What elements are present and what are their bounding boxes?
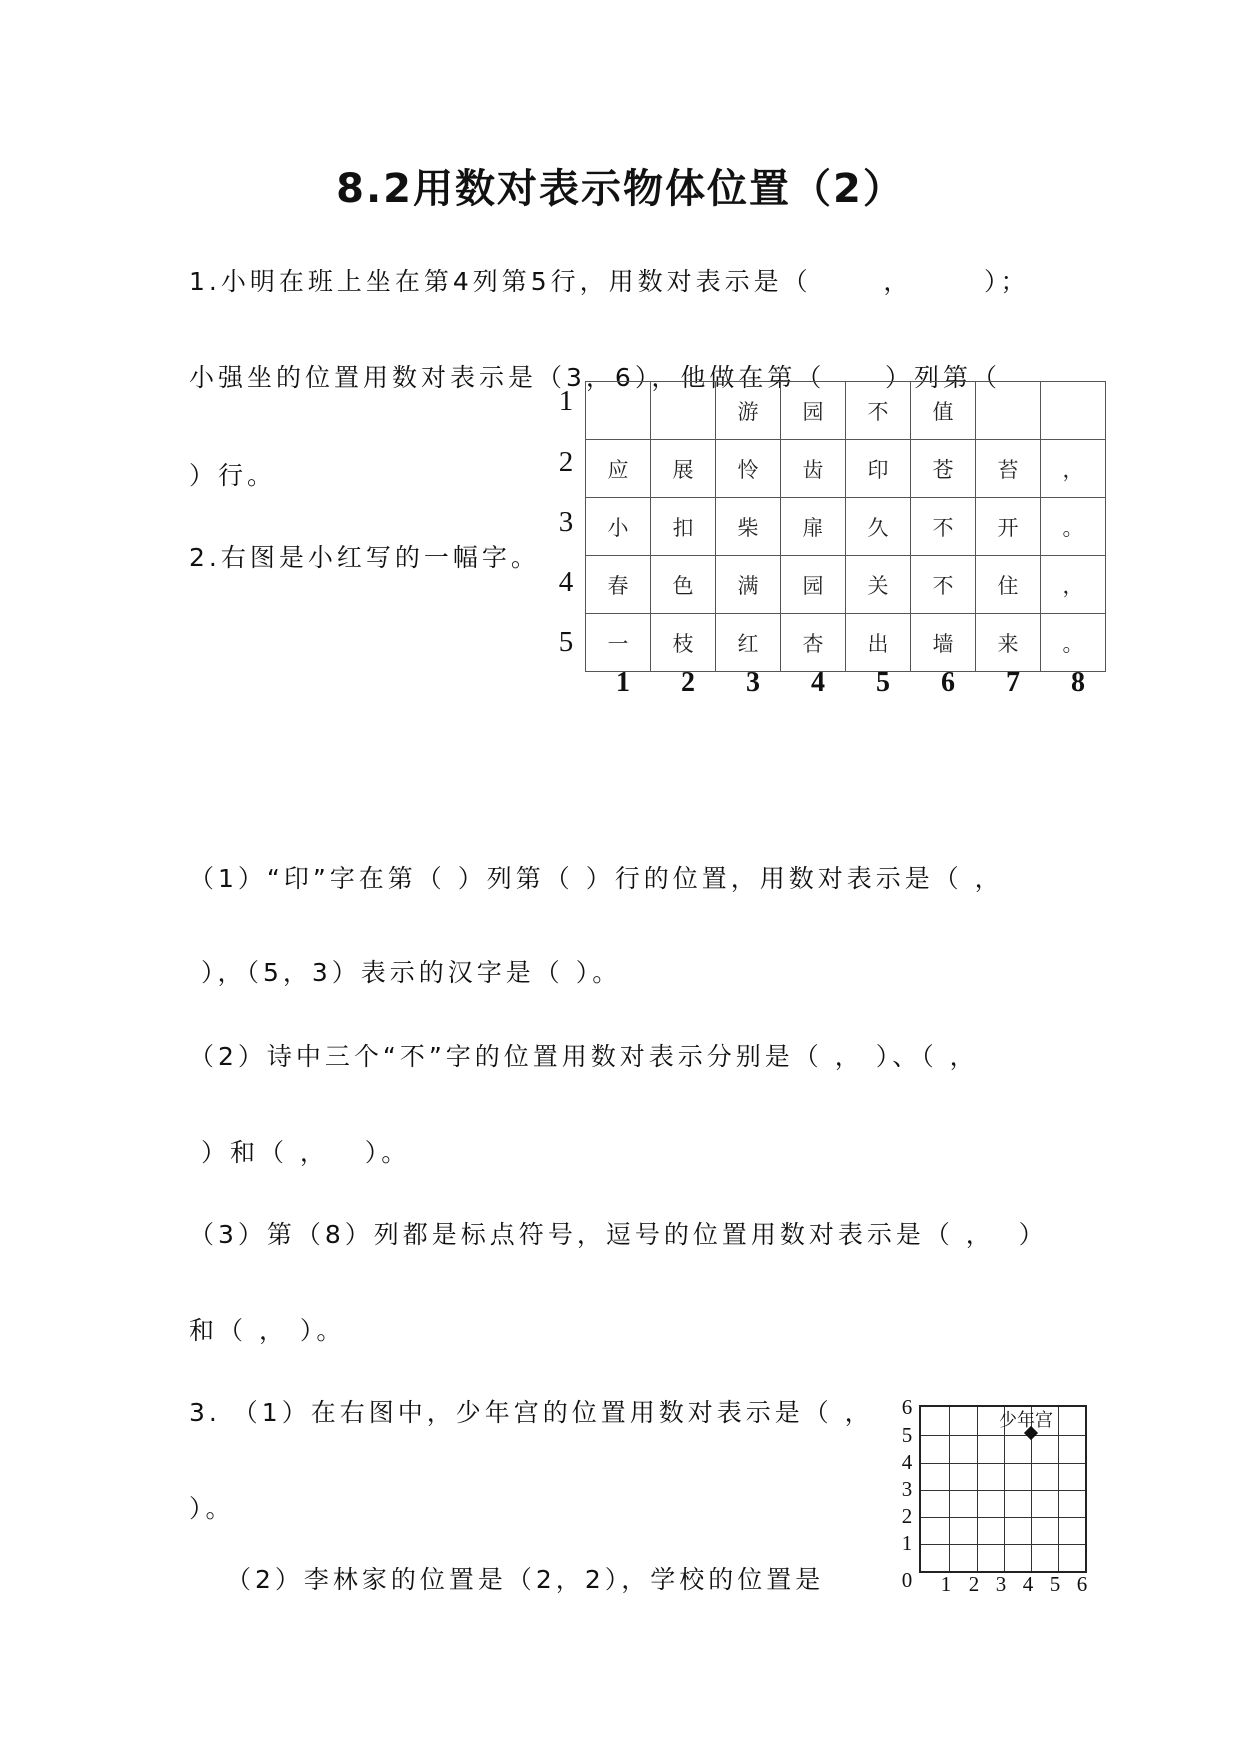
poem-column-number: 1 [616,667,632,698]
poem-row [586,498,1106,556]
poem-row [586,614,1106,672]
q1-line-3: ）行。 [189,461,277,490]
poem-cell: 扉 [781,498,846,556]
x-axis-label: 2 [968,1572,980,1596]
y-axis-label: 1 [901,1531,913,1555]
poem-cell [1041,382,1106,440]
x-axis-label: 0 [901,1568,913,1592]
poem-cell: 苍 [911,440,976,498]
poem-row-number: 1 [558,385,574,417]
poem-cell: 出 [846,614,911,672]
poem-cell: 值 [911,382,976,440]
y-axis-label: 2 [901,1504,913,1528]
y-axis-label: 5 [901,1423,913,1447]
poem-cell: 应 [586,440,651,498]
poem-cell: 游 [716,382,781,440]
poem-cell: 春 [586,556,651,614]
poem-column-number: 2 [681,667,697,698]
poem-row-number: 3 [558,506,574,538]
poem-cell: 杏 [781,614,846,672]
poem-cell: 枝 [651,614,716,672]
page-title: 8.2用数对表示物体位置（2） [336,166,905,212]
poem-row-number: 5 [558,626,574,658]
q2-part1-line-2: ），（5，3）表示的汉字是（ ）。 [189,958,622,987]
grid-line [921,1517,1085,1518]
q3-part2-line-1: （2）李林家的位置是（2，2），学校的位置是 [226,1565,825,1594]
x-axis-label: 5 [1049,1572,1061,1596]
q3-part1-line-2: ）。 [189,1494,235,1523]
poem-cell: 关 [846,556,911,614]
q2-part3-line-2: 和（ ， ）。 [189,1316,346,1345]
poem-cell: 墙 [911,614,976,672]
poem-cell: 展 [651,440,716,498]
x-axis-label: 3 [995,1572,1007,1596]
x-axis-label: 4 [1022,1572,1034,1596]
poem-cell: ， [1041,556,1106,614]
poem-cell: 来 [976,614,1041,672]
youth-palace-label: 少年宫 [999,1410,1053,1430]
poem-cell: 。 [1041,614,1106,672]
grid-line [921,1544,1085,1545]
poem-cell: 怜 [716,440,781,498]
y-axis-label: 4 [901,1450,913,1474]
q2-part2-line-1: （2）诗中三个“不”字的位置用数对表示分别是（ ， ）、（ ， [189,1042,979,1071]
grid-line [1058,1407,1059,1571]
poem-column-number: 8 [1071,667,1087,698]
poem-cell [651,382,716,440]
poem-column-number: 4 [811,667,827,698]
poem-cell: 开 [976,498,1041,556]
q2-part3-line-1: （3）第（8）列都是标点符号，逗号的位置用数对表示是（ ， ） [189,1220,1048,1249]
poem-cell: ， [1041,440,1106,498]
x-axis-label: 6 [1076,1572,1088,1596]
x-axis-label: 1 [940,1572,952,1596]
poem-row [586,556,1106,614]
poem-cell: 齿 [781,440,846,498]
poem-cell: 印 [846,440,911,498]
y-axis-label: 6 [901,1395,913,1419]
poem-cell: 一 [586,614,651,672]
grid-line [977,1407,978,1571]
poem-cell: 苔 [976,440,1041,498]
poem-cell: 扣 [651,498,716,556]
poem-cell: 住 [976,556,1041,614]
poem-cell: 满 [716,556,781,614]
poem-cell: 柴 [716,498,781,556]
poem-cell: 久 [846,498,911,556]
poem-cell: 小 [586,498,651,556]
poem-column-number: 5 [876,667,892,698]
q1-line-2: 小强坐的位置用数对表示是（3，6），他做在第（ ）列第（ [189,363,1002,392]
poem-row-number: 2 [558,446,574,478]
poem-cell: 不 [911,498,976,556]
poem-cell: 园 [781,382,846,440]
poem-cell [586,382,651,440]
q3-part1-line-1: 3. （1）在右图中，少年宫的位置用数对表示是（ ， [189,1398,874,1427]
q2-part1-line-1: （1）“印”字在第（ ）列第（ ）行的位置，用数对表示是（ ， [189,864,1004,893]
grid-line [921,1490,1085,1491]
poem-grid [585,381,1106,672]
poem-cell: 不 [846,382,911,440]
q1-line-1: 1.小明在班上坐在第4列第5行，用数对表示是（ ， ）； [189,267,1030,296]
grid-line [921,1435,1085,1436]
q2-intro: 2.右图是小红写的一幅字。 [189,543,540,572]
poem-row-number: 4 [558,566,574,598]
grid-line [921,1463,1085,1464]
q2-part2-line-2: ）和（ ， ）。 [189,1138,411,1167]
poem-row [586,440,1106,498]
poem-column-number: 7 [1006,667,1022,698]
y-axis-label: 3 [901,1477,913,1501]
poem-column-number: 3 [746,667,762,698]
poem-cell [976,382,1041,440]
poem-cell: 园 [781,556,846,614]
poem-row [586,382,1106,440]
poem-cell: 红 [716,614,781,672]
grid-line [949,1407,950,1571]
poem-cell: 。 [1041,498,1106,556]
poem-cell: 不 [911,556,976,614]
poem-column-number: 6 [941,667,957,698]
poem-cell: 色 [651,556,716,614]
